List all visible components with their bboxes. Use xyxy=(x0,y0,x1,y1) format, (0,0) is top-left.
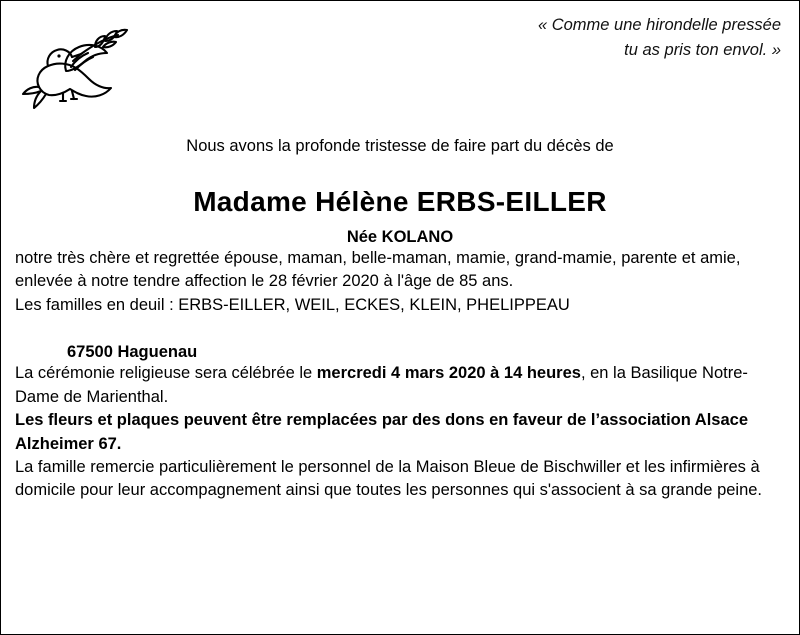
city-line: 67500 Haguenau xyxy=(67,343,198,362)
epitaph-line-2: tu as pris ton envol. » xyxy=(624,40,781,59)
epitaph xyxy=(361,13,781,63)
ceremony-paragraph xyxy=(15,362,785,409)
ceremony-suffix: , en la Basilique Notre-Dame de Marienthal. xyxy=(15,364,748,406)
notice-body xyxy=(15,131,785,503)
maiden-name: Née KOLANO xyxy=(346,228,454,246)
deceased-name: Madame Hélène ERBS-EILLER xyxy=(193,186,607,217)
relation-paragraph: notre très chère et regrettée épouse, maman, belle-maman, mamie, grand-mamie, parente et amie, enlevée à notre tendre affection le 28 février 2020 à l'âge de 85 ans. xyxy=(15,249,741,291)
ceremony-prefix: La cérémonie religieuse sera célébrée le xyxy=(15,364,317,383)
epitaph-line-1: « Comme une hirondelle pressée xyxy=(537,16,781,34)
families-paragraph: Les familles en deuil : ERBS-EILLER, WEIL, ECKES, KLEIN, PHELIPPEAU xyxy=(15,295,570,314)
flowers-paragraph: Les fleurs et plaques peuvent être remplacées par des dons en faveur de l’association Alsace Alzheimer 67. xyxy=(15,411,749,453)
dove-with-olive-branch-icon xyxy=(19,23,149,123)
announcement-text: Nous avons la profonde tristesse de faire part du décès de xyxy=(186,137,614,155)
thanks-paragraph: La famille remercie particulièrement le personnel de la Maison Bleue de Bischwiller et les infirmières à domicile pour leur accompagnement ainsi que toutes les personnes qui s'associent à sa grande peine. xyxy=(15,457,763,500)
ceremony-highlight: mercredi 4 mars 2020 à 14 heures xyxy=(316,364,581,383)
